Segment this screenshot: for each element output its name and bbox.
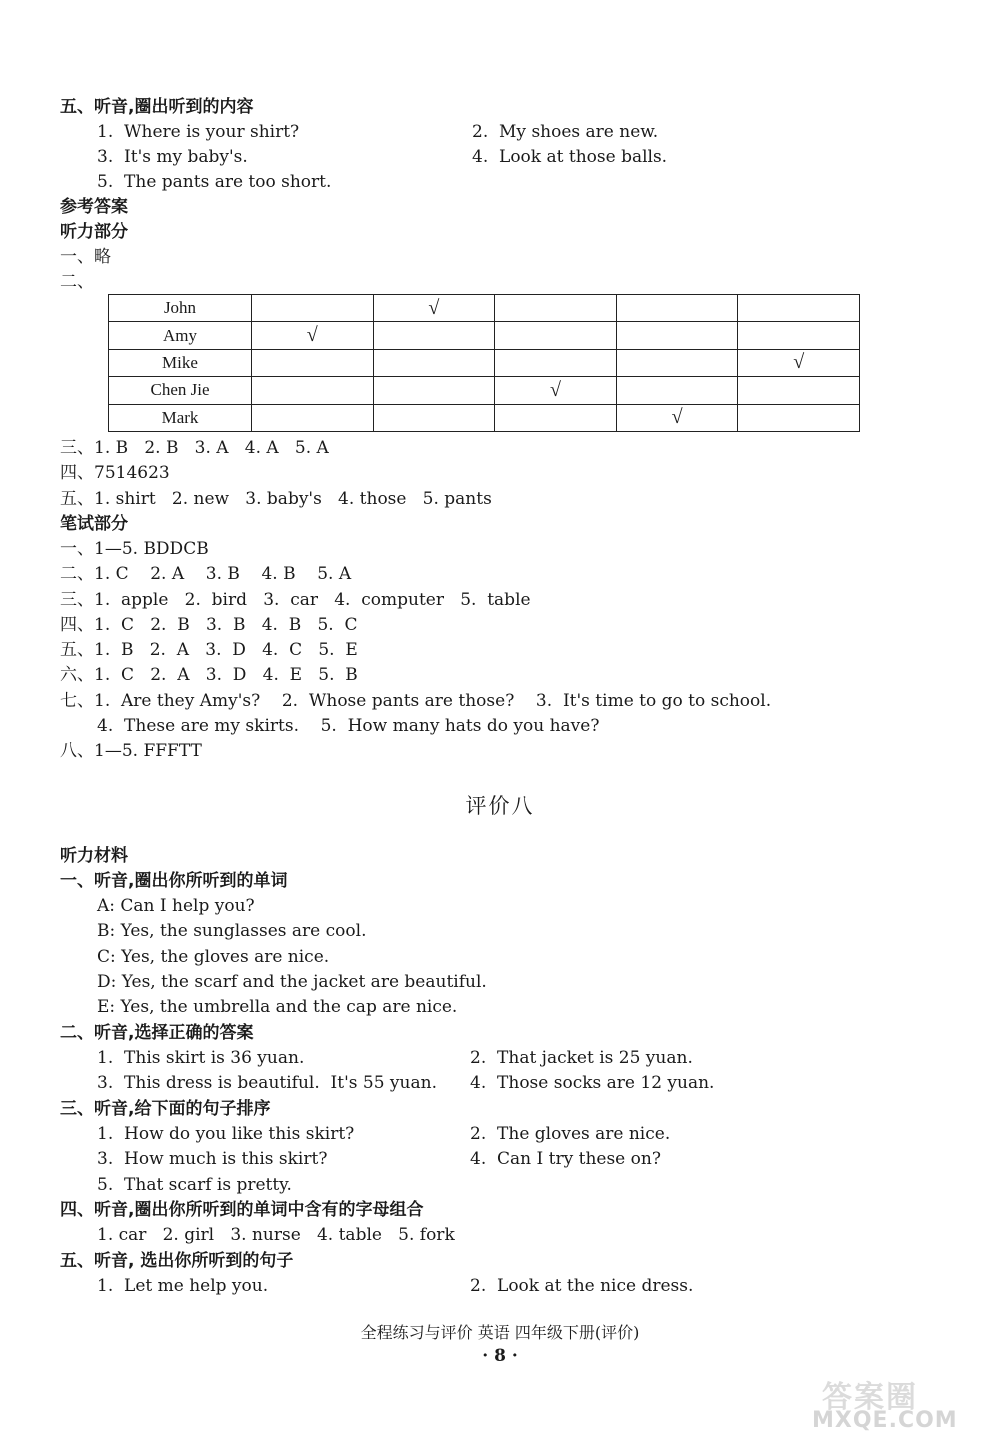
- table-cell: [373, 322, 495, 349]
- list-item: 1. car 2. girl 3. nurse 4. table 5. fork: [97, 1225, 455, 1245]
- check-mark-icon: √: [793, 351, 805, 374]
- table-cell: [495, 295, 617, 322]
- listening-heading: 听力部分: [60, 222, 128, 242]
- table-row: [109, 295, 860, 322]
- list-item: 2. Look at the nice dress.: [470, 1276, 694, 1296]
- table-cell: [252, 322, 374, 349]
- table-cell: [616, 404, 738, 431]
- answer-line: 二、1. C 2. A 3. B 4. B 5. A: [60, 564, 352, 584]
- table-cell: [373, 404, 495, 431]
- list-item: 1. This skirt is 36 yuan.: [97, 1048, 305, 1068]
- check-mark-icon: √: [549, 378, 561, 401]
- list-item: 3. How much is this skirt?: [97, 1149, 328, 1169]
- list-item: E: Yes, the umbrella and the cap are nice.: [97, 997, 458, 1017]
- table-cell: [373, 295, 495, 322]
- table-cell: [252, 349, 374, 376]
- answers-heading: 参考答案: [60, 197, 128, 217]
- section-heading: 二、听音,选择正确的答案: [60, 1023, 254, 1043]
- table-cell: [252, 377, 374, 404]
- table-row: [109, 377, 860, 404]
- answer-line: 二、: [60, 272, 94, 292]
- list-item: 3. It's my baby's.: [97, 147, 248, 167]
- table-cell: [616, 377, 738, 404]
- table-cell: [616, 322, 738, 349]
- section-heading: 一、听音,圈出你所听到的单词: [60, 871, 288, 891]
- table-cell-name: Mark: [109, 404, 252, 431]
- list-item: 4. Can I try these on?: [470, 1149, 661, 1169]
- answer-line: 4. These are my skirts. 5. How many hats do you have?: [97, 716, 600, 736]
- list-item: A: Can I help you?: [97, 896, 255, 916]
- answer-line: 三、1. apple 2. bird 3. car 4. computer 5. table: [60, 590, 531, 610]
- answer-table: [108, 294, 860, 432]
- answer-line: 四、1. C 2. B 3. B 4. B 5. C: [60, 615, 358, 635]
- table-row: [109, 349, 860, 376]
- list-item: D: Yes, the scarf and the jacket are beautiful.: [97, 972, 487, 992]
- answer-line: 七、1. Are they Amy's? 2. Whose pants are those? 3. It's time to go to school.: [60, 691, 772, 711]
- answer-line: 五、1. B 2. A 3. D 4. C 5. E: [60, 640, 358, 660]
- check-mark-icon: √: [428, 296, 440, 319]
- answer-line: 三、1. B 2. B 3. A 4. A 5. A: [60, 438, 329, 458]
- table-cell: [738, 322, 860, 349]
- answer-line: 五、1. shirt 2. new 3. baby's 4. those 5. pants: [60, 489, 492, 509]
- materials-heading: 听力材料: [60, 846, 128, 866]
- check-mark-icon: √: [306, 324, 318, 347]
- section-heading: 三、听音,给下面的句子排序: [60, 1099, 271, 1119]
- page-number: · 8 ·: [482, 1346, 518, 1366]
- check-mark-icon: √: [671, 406, 683, 429]
- table-cell: [495, 349, 617, 376]
- table-cell: [252, 404, 374, 431]
- answer-line: 一、略: [60, 247, 111, 267]
- list-item: 2. The gloves are nice.: [470, 1124, 671, 1144]
- table-cell-name: Chen Jie: [109, 377, 252, 404]
- answer-line: 四、7514623: [60, 463, 170, 483]
- list-item: B: Yes, the sunglasses are cool.: [97, 921, 367, 941]
- watermark-url: MXQE.COM: [812, 1408, 958, 1433]
- table-cell-name: John: [109, 295, 252, 322]
- table-row: [109, 404, 860, 431]
- table-cell: [616, 349, 738, 376]
- list-item: 3. This dress is beautiful. It's 55 yuan.: [97, 1073, 437, 1093]
- table-cell: [616, 295, 738, 322]
- list-item: 2. That jacket is 25 yuan.: [470, 1048, 693, 1068]
- answer-line: 一、1—5. BDDCB: [60, 539, 209, 559]
- section-heading: 四、听音,圈出你所听到的单词中含有的字母组合: [60, 1200, 424, 1220]
- table-cell: [495, 404, 617, 431]
- watermark: [812, 1372, 992, 1434]
- list-item: 5. The pants are too short.: [97, 172, 332, 192]
- table-cell: [495, 377, 617, 404]
- list-item: 1. Where is your shirt?: [97, 122, 300, 142]
- table-row: [109, 322, 860, 349]
- table-cell: [373, 377, 495, 404]
- table-cell: [252, 295, 374, 322]
- table-cell: [738, 377, 860, 404]
- list-item: 4. Those socks are 12 yuan.: [470, 1073, 715, 1093]
- table-cell: [495, 322, 617, 349]
- list-item: 1. How do you like this skirt?: [97, 1124, 355, 1144]
- table-cell: [738, 404, 860, 431]
- section-heading: 五、听音,圈出听到的内容: [60, 97, 254, 117]
- table-cell: [738, 349, 860, 376]
- list-item: 5. That scarf is pretty.: [97, 1175, 292, 1195]
- table-cell-name: Mike: [109, 349, 252, 376]
- watermark-logo: 答案圈: [822, 1380, 918, 1415]
- list-item: 4. Look at those balls.: [472, 147, 668, 167]
- section-title: 评价八: [465, 794, 535, 818]
- list-item: 1. Let me help you.: [97, 1276, 269, 1296]
- list-item: C: Yes, the gloves are nice.: [97, 947, 330, 967]
- written-heading: 笔试部分: [60, 514, 128, 534]
- table-cell: [373, 349, 495, 376]
- table-cell-name: Amy: [109, 322, 252, 349]
- answer-line: 八、1—5. FFFTT: [60, 741, 202, 761]
- answer-line: 六、1. C 2. A 3. D 4. E 5. B: [60, 665, 358, 685]
- list-item: 2. My shoes are new.: [472, 122, 659, 142]
- table-cell: [738, 295, 860, 322]
- section-heading: 五、听音, 选出你所听到的句子: [60, 1251, 294, 1271]
- book-footer: 全程练习与评价 英语 四年级下册(评价): [360, 1323, 640, 1342]
